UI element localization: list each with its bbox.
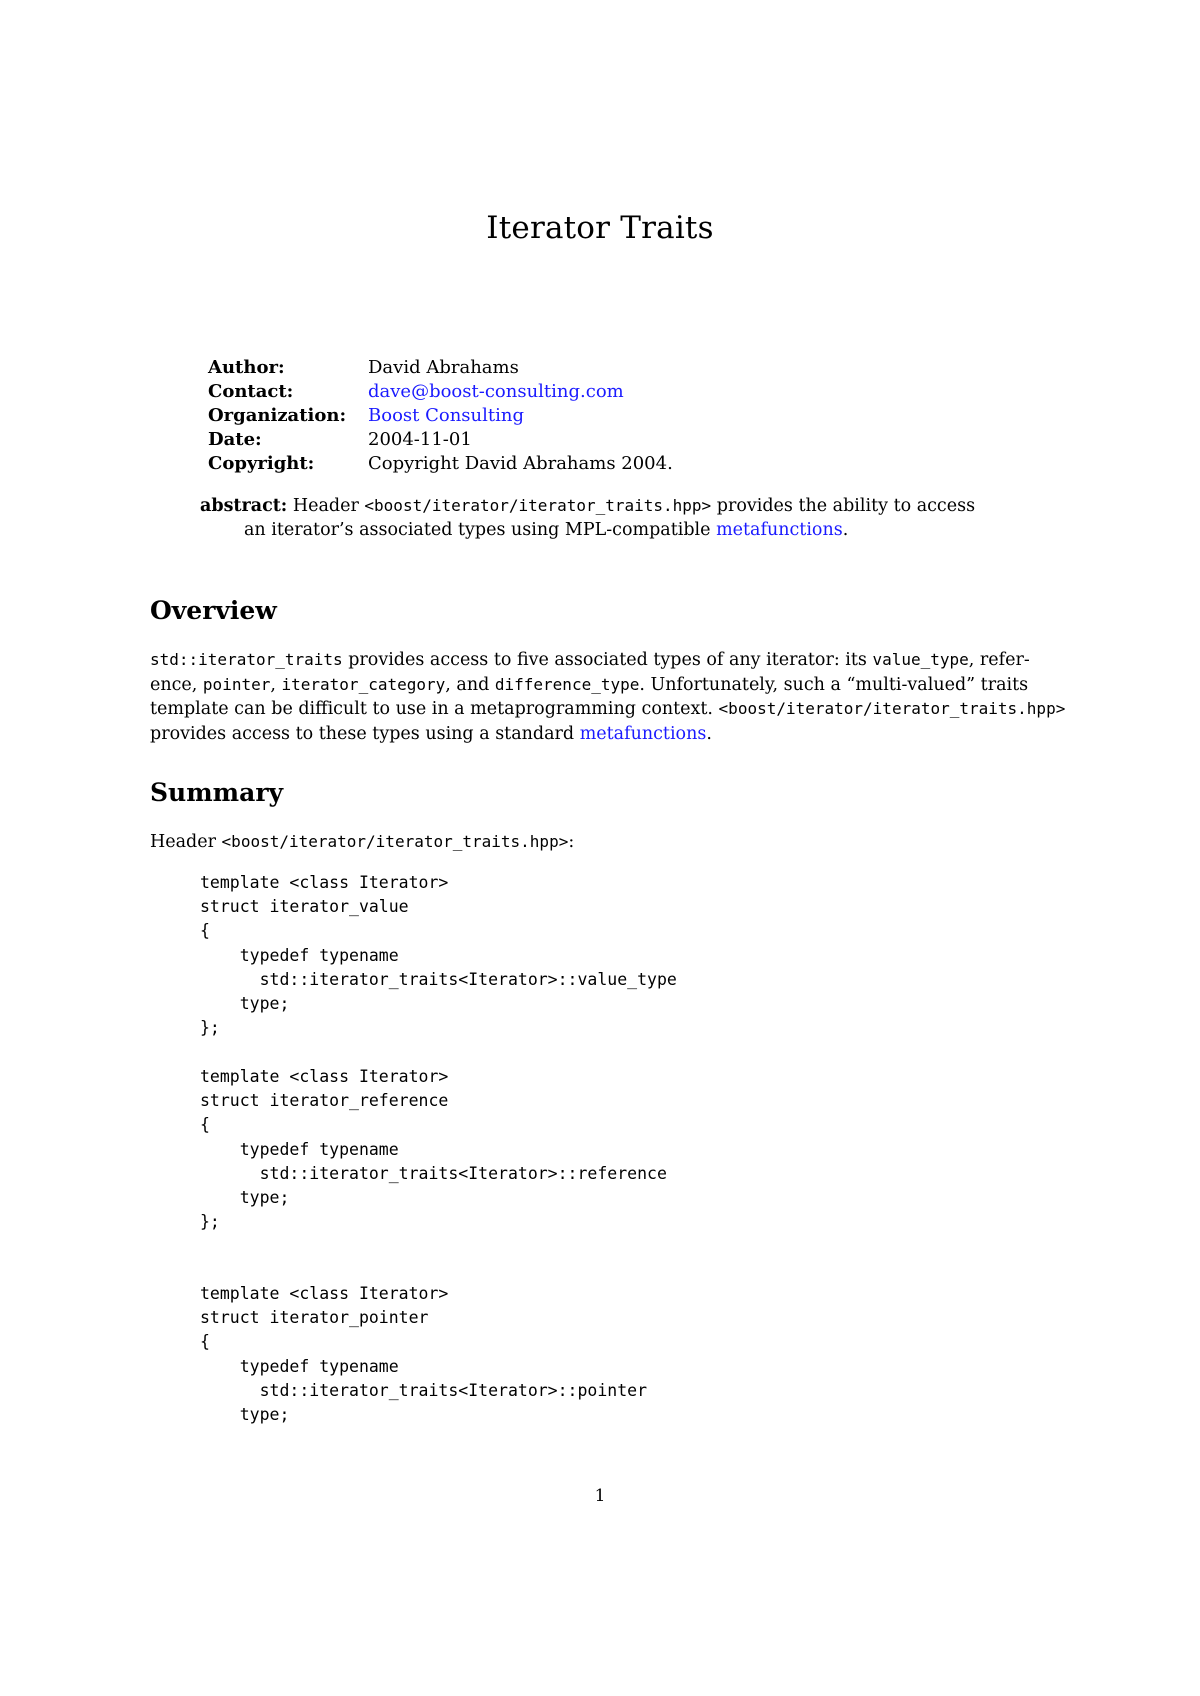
author-label: Author: <box>208 357 285 378</box>
abstract-continuation <box>200 518 1020 542</box>
metadata-table <box>208 356 673 476</box>
date-label: Date: <box>208 429 262 450</box>
abstract-metafunctions-link[interactable]: metafunctions <box>716 520 843 540</box>
overview-paragraph <box>150 648 1066 746</box>
organization-link[interactable]: Boost Consulting <box>368 405 524 426</box>
abstract-label: abstract: <box>200 496 288 516</box>
overview-text: ence, <box>150 674 203 695</box>
overview-heading: Overview <box>150 596 277 625</box>
code-block-iterator-value: template <class Iterator> struct iterator_value { typedef typename std::iterator_traits<Iterator>::value_type type; }; <box>200 873 677 1038</box>
contact-row <box>208 380 673 404</box>
summary-intro-text: Header <box>150 832 222 852</box>
abstract-text-2: provides the ability to access <box>711 496 976 516</box>
overview-code-value-type: value_type <box>872 650 969 669</box>
overview-code-difference-type: difference_type <box>494 674 640 694</box>
overview-text: provides access to these types using a standard <box>150 723 580 744</box>
overview-text: , and <box>445 674 495 695</box>
date-value: 2004-11-01 <box>368 429 472 450</box>
contact-email-link[interactable]: dave@boost-consulting.com <box>368 381 624 402</box>
code-block-iterator-reference: template <class Iterator> struct iterator_reference { typedef typename std::iterator_traits<Iterator>::reference type; }; <box>200 1067 667 1232</box>
copyright-value: Copyright David Abrahams 2004. <box>368 453 673 474</box>
overview-line-1 <box>150 648 1060 673</box>
copyright-label: Copyright: <box>208 453 315 474</box>
overview-text: . Unfortunately, such a “multi-valued” traits <box>639 674 1029 695</box>
abstract-text-1: Header <box>292 496 365 516</box>
overview-code-header: <boost/iterator/iterator_traits.hpp> <box>718 699 1066 718</box>
organization-label: Organization: <box>208 405 347 426</box>
overview-text: template can be difficult to use in a metaprogramming context. <box>150 699 719 719</box>
summary-heading: Summary <box>150 778 284 807</box>
abstract-text-3: an iterator’s associated types using MPL-compatible <box>244 520 717 540</box>
summary-intro-tail: : <box>568 832 575 852</box>
overview-line-3 <box>150 697 1066 722</box>
overview-text: , refer- <box>968 650 1030 670</box>
page-number: 1 <box>594 1486 606 1506</box>
overview-text: . <box>706 723 712 744</box>
overview-code-iterator-category: iterator_category <box>281 674 446 694</box>
summary-header-code: <boost/iterator/iterator_traits.hpp> <box>221 832 569 851</box>
overview-metafunctions-link[interactable]: metafunctions <box>579 723 707 744</box>
overview-line-2 <box>150 673 1060 698</box>
author-value: David Abrahams <box>368 357 519 378</box>
abstract <box>200 494 1020 542</box>
date-row <box>208 428 673 452</box>
contact-label: Contact: <box>208 381 294 402</box>
abstract-header-code: <boost/iterator/iterator_traits.hpp> <box>364 496 712 515</box>
overview-text: , <box>270 674 282 695</box>
summary-intro <box>150 830 1060 855</box>
abstract-text-4: . <box>842 520 849 540</box>
overview-text: provides access to five associated types of any iterator: its <box>342 650 873 670</box>
copyright-row <box>208 452 673 476</box>
summary-intro-line <box>150 830 1060 855</box>
overview-code-iterator-traits: std::iterator_traits <box>150 650 343 669</box>
code-block-iterator-pointer: template <class Iterator> struct iterator_pointer { typedef typename std::iterator_traits<Iterator>::pointer type; <box>200 1284 648 1425</box>
document-title: Iterator Traits <box>486 210 714 246</box>
author-row <box>208 356 673 380</box>
organization-row <box>208 404 673 428</box>
overview-line-4 <box>150 722 1060 747</box>
overview-code-pointer: pointer <box>202 674 271 694</box>
